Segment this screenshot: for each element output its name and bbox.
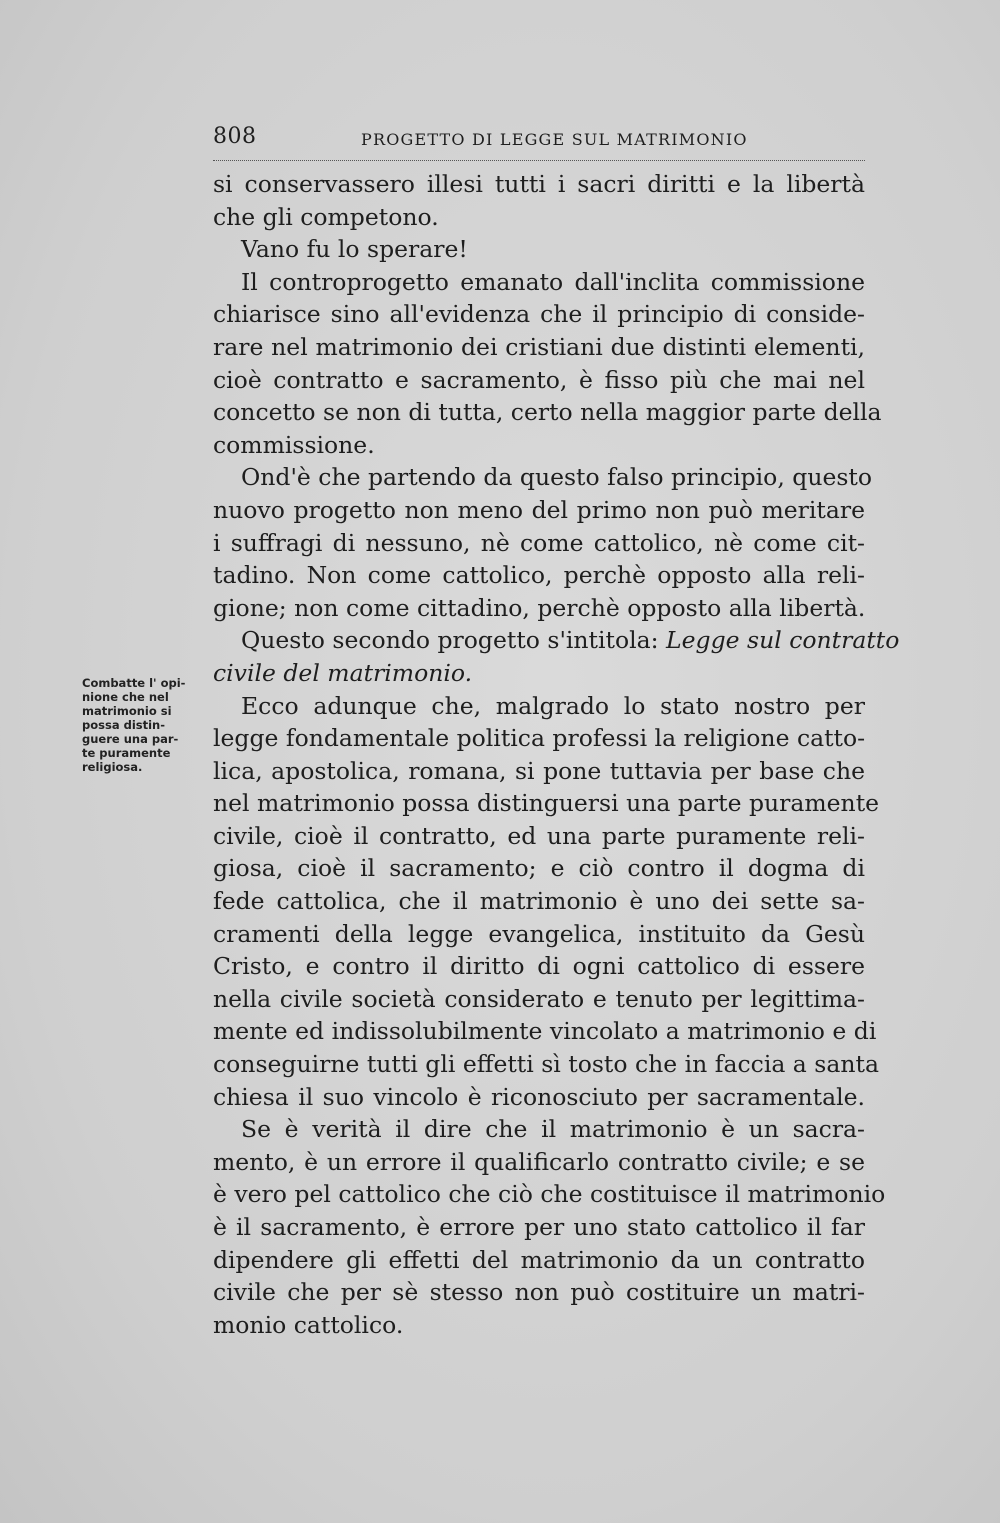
text-line-roman: civile che per sè stesso non può costituire un matri- — [213, 1278, 865, 1307]
marginal-note — [82, 676, 200, 774]
text-line — [213, 820, 865, 853]
text-line — [213, 559, 865, 592]
text-line — [213, 364, 865, 397]
text-line-roman: cioè contratto e sacramento, è fisso più che mai nel — [213, 365, 865, 394]
text-line — [213, 233, 865, 266]
running-head: PROGETTO DI LEGGE SUL MATRIMONIO — [361, 130, 748, 149]
marginal-note-line: religiosa. — [82, 760, 143, 774]
text-line-roman: civile, cioè il contratto, ed una parte puramente reli- — [213, 821, 865, 850]
text-line-roman: nuovo progetto non meno del primo non può meritare — [213, 495, 865, 524]
text-line-roman: mente ed indissolubilmente vincolato a matrimonio e di — [213, 1017, 877, 1046]
text-line — [213, 755, 865, 788]
marginal-note-line: Combatte l' opi- — [82, 676, 186, 690]
text-line — [213, 787, 880, 820]
text-line — [213, 266, 865, 299]
text-line — [213, 852, 865, 885]
text-line-roman: Se è verità il dire che il matrimonio è un sacra- — [241, 1115, 865, 1144]
text-line-italic: Legge sul contratto — [666, 626, 900, 655]
text-line-roman: che gli competono. — [213, 202, 439, 231]
text-line — [213, 168, 865, 201]
text-line-roman: chiesa il suo vincolo è riconosciuto per sacramentale. — [213, 1082, 865, 1111]
marginal-note-line: matrimonio si — [82, 704, 172, 718]
text-line — [213, 461, 873, 494]
text-line — [213, 1211, 865, 1244]
text-line — [213, 592, 865, 625]
text-line — [213, 1178, 886, 1211]
text-line — [213, 494, 865, 527]
text-line — [213, 885, 865, 918]
text-line-roman: mento, è un errore il qualificarlo contratto civile; e se — [213, 1147, 865, 1176]
text-line-roman: gione; non come cittadino, perchè opposto alla libertà. — [213, 593, 866, 622]
text-line — [213, 1276, 865, 1309]
page-header — [213, 124, 865, 161]
text-line-roman: nel matrimonio possa distinguersi una parte puramente — [213, 789, 880, 818]
text-line — [213, 1113, 865, 1146]
text-line-roman: legge fondamentale politica professi la religione catto- — [213, 724, 866, 753]
text-line-roman: concetto se non di tutta, certo nella maggior parte della — [213, 398, 882, 427]
marginal-note-line: guere una par- — [82, 732, 179, 746]
text-line — [213, 331, 865, 364]
text-line — [213, 950, 865, 983]
marginal-note-line: te puramente — [82, 746, 171, 760]
text-line — [213, 527, 865, 560]
text-line-roman: tadino. Non come cattolico, perchè opposto alla reli- — [213, 561, 865, 590]
text-line-roman: i suffragi di nessuno, nè come cattolico, nè come cit- — [213, 528, 865, 557]
text-line-roman: monio cattolico. — [213, 1310, 404, 1339]
text-line-roman: chiarisce sino all'evidenza che il principio di conside- — [213, 300, 865, 329]
text-line — [213, 624, 900, 657]
text-line-roman: è vero pel cattolico che ciò che costituisce il matrimonio — [213, 1180, 886, 1209]
text-line-roman: Cristo, e contro il diritto di ogni cattolico di essere — [213, 952, 865, 981]
marginal-note-line: possa distin- — [82, 718, 166, 732]
text-line — [213, 657, 865, 690]
text-line-roman: dipendere gli effetti del matrimonio da un contratto — [213, 1245, 865, 1274]
text-line — [213, 1146, 865, 1179]
text-line-roman: Questo secondo progetto s'intitola: — [241, 626, 659, 655]
text-line — [213, 1081, 865, 1114]
body-text — [213, 168, 900, 1341]
text-line-italic: civile del matrimonio. — [213, 658, 473, 687]
text-line — [213, 1244, 865, 1277]
text-line — [213, 429, 865, 462]
text-line-roman: nella civile società considerato e tenuto per legittima- — [213, 984, 865, 1013]
text-line — [213, 690, 865, 723]
text-line — [213, 396, 882, 429]
text-line — [213, 201, 865, 234]
text-line-roman: è il sacramento, è errore per uno stato cattolico il far — [213, 1213, 865, 1241]
text-line-roman: commissione. — [213, 430, 375, 459]
text-line — [213, 298, 865, 331]
text-line — [213, 983, 865, 1016]
text-line-roman: cramenti della legge evangelica, instituito da Gesù — [213, 919, 865, 948]
text-line-roman: Ond'è che partendo da questo falso principio, questo — [241, 463, 873, 492]
text-line-roman: rare nel matrimonio dei cristiani due distinti elementi, — [213, 332, 865, 361]
text-line — [213, 1015, 877, 1048]
text-line — [213, 722, 865, 755]
text-line-roman: Vano fu lo sperare! — [241, 235, 468, 264]
text-line — [213, 1048, 879, 1081]
text-line-roman: conseguirne tutti gli effetti sì tosto che in faccia a santa — [213, 1050, 879, 1079]
text-line-roman: Il controprogetto emanato dall'inclita commissione — [241, 267, 865, 296]
text-line-roman: giosa, cioè il sacramento; e ciò contro il dogma di — [213, 854, 865, 883]
text-line-roman: fede cattolica, che il matrimonio è uno dei sette sa- — [213, 887, 865, 916]
text-line — [213, 918, 865, 951]
text-line-roman: Ecco adunque che, malgrado lo stato nostro per — [241, 691, 865, 720]
marginal-note-line: nione che nel — [82, 690, 169, 704]
text-line-roman: lica, apostolica, romana, si pone tuttavia per base che — [213, 756, 865, 785]
text-line-roman: si conservassero illesi tutti i sacri diritti e la libertà — [213, 170, 865, 198]
page-number: 808 — [213, 124, 257, 149]
text-line — [213, 1309, 865, 1342]
